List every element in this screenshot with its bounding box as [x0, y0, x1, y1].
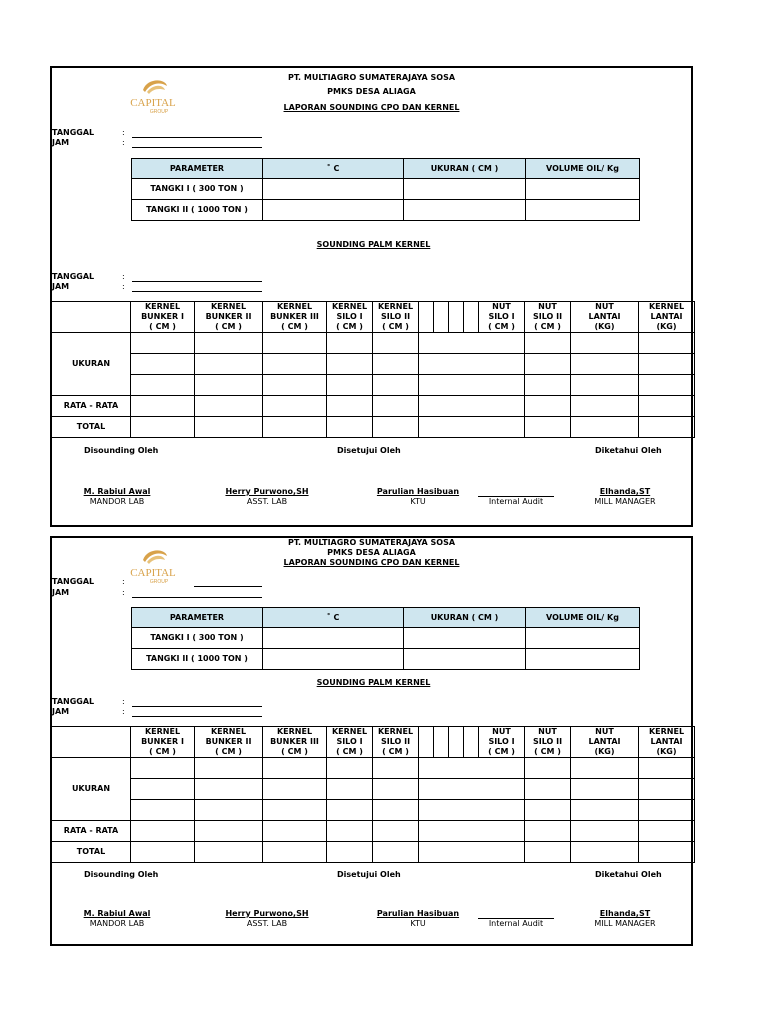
kernel-section-title: SOUNDING PALM KERNEL [316, 678, 431, 687]
jam-label: JAM [52, 282, 70, 291]
cell-input[interactable] [525, 842, 571, 863]
jam-label: JAM [52, 707, 70, 716]
cell-input[interactable] [263, 333, 327, 354]
signer-name: M. Rabiul Awal [83, 909, 151, 918]
header-nut-silo-2: NUT SILO II ( CM ) [525, 727, 571, 758]
logo-brand: CAPITAL [130, 567, 176, 579]
header-blank [449, 727, 464, 758]
cell-input[interactable] [131, 821, 195, 842]
cell-input[interactable] [131, 779, 195, 800]
cell-input[interactable] [639, 333, 695, 354]
header-nut-lantai: NUT LANTAI (KG) [571, 727, 639, 758]
header-kernel-bunker-2: KERNEL BUNKER II ( CM ) [195, 727, 263, 758]
cell-input[interactable] [373, 842, 419, 863]
cell-input[interactable] [195, 758, 263, 779]
cell-input[interactable] [263, 758, 327, 779]
sounding-by-label: Disounding Oleh [84, 870, 159, 879]
mill-name: PMKS DESA ALIAGA [327, 87, 416, 96]
cell-input[interactable] [525, 354, 571, 375]
header-kernel-lantai: KERNEL LANTAI (KG) [639, 302, 695, 333]
row-label-total: TOTAL [52, 417, 131, 438]
cell-input[interactable] [131, 417, 195, 438]
signer-name: Elhanda,ST [599, 487, 651, 496]
cell-input[interactable] [195, 354, 263, 375]
cell-input[interactable] [373, 396, 419, 417]
cell-input[interactable] [373, 779, 419, 800]
cell-input[interactable] [263, 200, 404, 221]
cell-input[interactable] [327, 333, 373, 354]
sounding-form-2 [50, 536, 693, 946]
cell-input[interactable] [639, 800, 695, 821]
row-tangki-1: TANGKI I ( 300 TON ) [132, 628, 263, 649]
jam-label: JAM [52, 588, 70, 597]
cell-input[interactable] [327, 800, 373, 821]
cpo-sounding-table [131, 158, 640, 221]
header-kernel-silo-2: KERNEL SILO II ( CM ) [373, 302, 419, 333]
row-label-total: TOTAL [52, 842, 131, 863]
cell-input[interactable] [571, 417, 639, 438]
company-name: PT. MULTIAGRO SUMATERAJAYA SOSA [287, 73, 456, 82]
signer-role: KTU [410, 919, 426, 928]
header-nut-silo-2: NUT SILO II ( CM ) [525, 302, 571, 333]
row-tangki-1: TANGKI I ( 300 TON ) [132, 179, 263, 200]
kernel-sounding-table [51, 301, 695, 438]
header-nut-silo-1: NUT SILO I ( CM ) [479, 302, 525, 333]
cell-input[interactable] [525, 800, 571, 821]
cell-input[interactable] [263, 417, 327, 438]
jam-colon: : [122, 707, 125, 716]
header-temperature: ˚ C [263, 159, 404, 179]
header-blank [464, 727, 479, 758]
cell-input[interactable] [526, 200, 640, 221]
jam-field[interactable] [132, 147, 262, 148]
signer-role: KTU [410, 497, 426, 506]
signer-role: MANDOR LAB [89, 919, 145, 928]
signer-name: Herry Purwono,SH [225, 909, 309, 918]
cell-input[interactable] [525, 417, 571, 438]
tanggal-field[interactable] [132, 137, 262, 138]
cell-input[interactable] [525, 758, 571, 779]
header-blank [419, 727, 434, 758]
cell-input[interactable] [639, 354, 695, 375]
acknowledged-by-label: Diketahui Oleh [595, 870, 662, 879]
header-kernel-bunker-3: KERNEL BUNKER III ( CM ) [263, 727, 327, 758]
signer-role: MANDOR LAB [89, 497, 145, 506]
row-label-rata-rata: RATA - RATA [52, 396, 131, 417]
cell-input[interactable] [195, 779, 263, 800]
header-kernel-silo-1: KERNEL SILO I ( CM ) [327, 302, 373, 333]
cell-input[interactable] [419, 354, 525, 375]
capital-group-logo [107, 546, 199, 586]
cell-input[interactable] [419, 417, 525, 438]
header-kernel-bunker-1: KERNEL BUNKER I ( CM ) [131, 302, 195, 333]
header-parameter: PARAMETER [132, 159, 263, 179]
jam-colon: : [122, 282, 125, 291]
signer-role: MILL MANAGER [594, 919, 656, 928]
cell-input[interactable] [263, 821, 327, 842]
cell-input[interactable] [263, 800, 327, 821]
jam-colon: : [122, 588, 125, 597]
tanggal-field[interactable] [194, 586, 262, 587]
row-label-ukuran: UKURAN [52, 333, 131, 396]
cell-input[interactable] [526, 628, 640, 649]
cell-input[interactable] [131, 842, 195, 863]
cell-input[interactable] [526, 179, 640, 200]
cell-input[interactable] [327, 779, 373, 800]
header-corner [52, 727, 131, 758]
approved-by-label: Disetujui Oleh [337, 446, 401, 455]
row-label-rata-rata: RATA - RATA [52, 821, 131, 842]
signer-name: Herry Purwono,SH [225, 487, 309, 496]
row-tangki-2: TANGKI II ( 1000 TON ) [132, 649, 263, 670]
header-temperature: ˚ C [263, 608, 404, 628]
cell-input[interactable] [373, 354, 419, 375]
tanggal-colon: : [122, 577, 125, 586]
cell-input[interactable] [525, 333, 571, 354]
cell-input[interactable] [419, 821, 525, 842]
cell-input[interactable] [639, 396, 695, 417]
logo-sub: GROUP [149, 109, 169, 115]
cell-input[interactable] [131, 396, 195, 417]
kernel-sounding-table [51, 726, 695, 863]
cell-input[interactable] [373, 800, 419, 821]
signer-name: Parulian Hasibuan [376, 909, 460, 918]
cell-input[interactable] [195, 842, 263, 863]
cell-input[interactable] [571, 333, 639, 354]
cell-input[interactable] [195, 375, 263, 396]
cell-input[interactable] [571, 354, 639, 375]
cell-input[interactable] [571, 396, 639, 417]
header-blank [464, 302, 479, 333]
header-kernel-bunker-1: KERNEL BUNKER I ( CM ) [131, 727, 195, 758]
cell-input[interactable] [639, 417, 695, 438]
header-kernel-silo-2: KERNEL SILO II ( CM ) [373, 727, 419, 758]
cell-input[interactable] [373, 375, 419, 396]
cell-input[interactable] [327, 375, 373, 396]
cpo-sounding-table [131, 607, 640, 670]
cell-input[interactable] [263, 628, 404, 649]
cell-input[interactable] [571, 375, 639, 396]
tanggal-colon: : [122, 697, 125, 706]
cell-input[interactable] [571, 821, 639, 842]
cell-input[interactable] [131, 758, 195, 779]
cell-input[interactable] [419, 333, 525, 354]
cell-input[interactable] [373, 417, 419, 438]
cell-input[interactable] [131, 375, 195, 396]
cell-input[interactable] [525, 375, 571, 396]
cell-input[interactable] [419, 800, 525, 821]
report-title: LAPORAN SOUNDING CPO DAN KERNEL [283, 103, 460, 112]
header-blank [434, 727, 449, 758]
cell-input[interactable] [639, 375, 695, 396]
approved-by-label: Disetujui Oleh [337, 870, 401, 879]
header-nut-silo-1: NUT SILO I ( CM ) [479, 727, 525, 758]
tanggal-label: TANGGAL [52, 128, 95, 137]
cell-input[interactable] [263, 842, 327, 863]
cell-input[interactable] [195, 417, 263, 438]
cell-input[interactable] [131, 800, 195, 821]
cell-input[interactable] [327, 354, 373, 375]
signer-name: Elhanda,ST [599, 909, 651, 918]
jam-label: JAM [52, 138, 70, 147]
header-parameter: PARAMETER [132, 608, 263, 628]
cell-input[interactable] [639, 821, 695, 842]
tanggal-colon: : [122, 272, 125, 281]
header-kernel-bunker-2: KERNEL BUNKER II ( CM ) [195, 302, 263, 333]
header-blank [449, 302, 464, 333]
cell-input[interactable] [327, 396, 373, 417]
header-corner [52, 302, 131, 333]
tanggal-label: TANGGAL [52, 577, 95, 586]
cell-input[interactable] [419, 396, 525, 417]
cell-input[interactable] [263, 779, 327, 800]
cell-input[interactable] [419, 779, 525, 800]
header-ukuran: UKURAN ( CM ) [404, 608, 526, 628]
header-blank [434, 302, 449, 333]
capital-group-logo [107, 76, 199, 116]
header-ukuran: UKURAN ( CM ) [404, 159, 526, 179]
cell-input[interactable] [195, 396, 263, 417]
header-kernel-silo-1: KERNEL SILO I ( CM ) [327, 727, 373, 758]
cell-input[interactable] [327, 417, 373, 438]
cell-input[interactable] [525, 396, 571, 417]
jam-field[interactable] [132, 291, 262, 292]
header-kernel-lantai: KERNEL LANTAI (KG) [639, 727, 695, 758]
cell-input[interactable] [404, 649, 526, 670]
cell-input[interactable] [195, 821, 263, 842]
header-nut-lantai: NUT LANTAI (KG) [571, 302, 639, 333]
logo-sub: GROUP [149, 579, 169, 585]
cell-input[interactable] [525, 821, 571, 842]
cell-input[interactable] [373, 758, 419, 779]
signer-role: MILL MANAGER [594, 497, 656, 506]
logo-brand: CAPITAL [130, 97, 176, 109]
signer-name: Parulian Hasibuan [376, 487, 460, 496]
cell-input[interactable] [419, 375, 525, 396]
signer-role: ASST. LAB [246, 497, 288, 506]
cell-input[interactable] [404, 200, 526, 221]
cell-input[interactable] [131, 354, 195, 375]
cell-input[interactable] [263, 179, 404, 200]
row-tangki-2: TANGKI II ( 1000 TON ) [132, 200, 263, 221]
cell-input[interactable] [639, 842, 695, 863]
cell-input[interactable] [404, 628, 526, 649]
header-volume-oil: VOLUME OIL/ Kg [526, 159, 640, 179]
cell-input[interactable] [526, 649, 640, 670]
tanggal-field[interactable] [132, 706, 262, 707]
cell-input[interactable] [327, 758, 373, 779]
cell-input[interactable] [263, 396, 327, 417]
row-label-ukuran: UKURAN [52, 758, 131, 821]
cell-input[interactable] [373, 333, 419, 354]
header-volume-oil: VOLUME OIL/ Kg [526, 608, 640, 628]
cell-input[interactable] [263, 354, 327, 375]
cell-input[interactable] [373, 821, 419, 842]
report-title: LAPORAN SOUNDING CPO DAN KERNEL [283, 558, 460, 567]
cell-input[interactable] [404, 179, 526, 200]
tanggal-label: TANGGAL [52, 697, 95, 706]
cell-input[interactable] [263, 649, 404, 670]
cell-input[interactable] [525, 779, 571, 800]
cell-input[interactable] [327, 842, 373, 863]
tanggal-label: TANGGAL [52, 272, 95, 281]
company-name: PT. MULTIAGRO SUMATERAJAYA SOSA [287, 538, 456, 547]
sounding-by-label: Disounding Oleh [84, 446, 159, 455]
kernel-section-title: SOUNDING PALM KERNEL [316, 240, 431, 249]
cell-input[interactable] [263, 375, 327, 396]
acknowledged-by-label: Diketahui Oleh [595, 446, 662, 455]
cell-input[interactable] [195, 800, 263, 821]
cell-input[interactable] [195, 333, 263, 354]
sounding-form-1 [50, 66, 693, 527]
cell-input[interactable] [571, 779, 639, 800]
signer-name: M. Rabiul Awal [83, 487, 151, 496]
jam-field[interactable] [132, 597, 262, 598]
tanggal-field[interactable] [132, 281, 262, 282]
signer-role: Internal Audit [488, 497, 544, 506]
jam-colon: : [122, 138, 125, 147]
cell-input[interactable] [327, 821, 373, 842]
header-blank [419, 302, 434, 333]
mill-name: PMKS DESA ALIAGA [327, 548, 416, 557]
cell-input[interactable] [571, 758, 639, 779]
cell-input[interactable] [419, 842, 525, 863]
header-kernel-bunker-3: KERNEL BUNKER III ( CM ) [263, 302, 327, 333]
jam-field[interactable] [132, 716, 262, 717]
signer-role: ASST. LAB [246, 919, 288, 928]
signer-role: Internal Audit [488, 919, 544, 928]
tanggal-colon: : [122, 128, 125, 137]
cell-input[interactable] [131, 333, 195, 354]
cell-input[interactable] [639, 779, 695, 800]
cell-input[interactable] [639, 758, 695, 779]
cell-input[interactable] [419, 758, 525, 779]
cell-input[interactable] [571, 842, 639, 863]
cell-input[interactable] [571, 800, 639, 821]
